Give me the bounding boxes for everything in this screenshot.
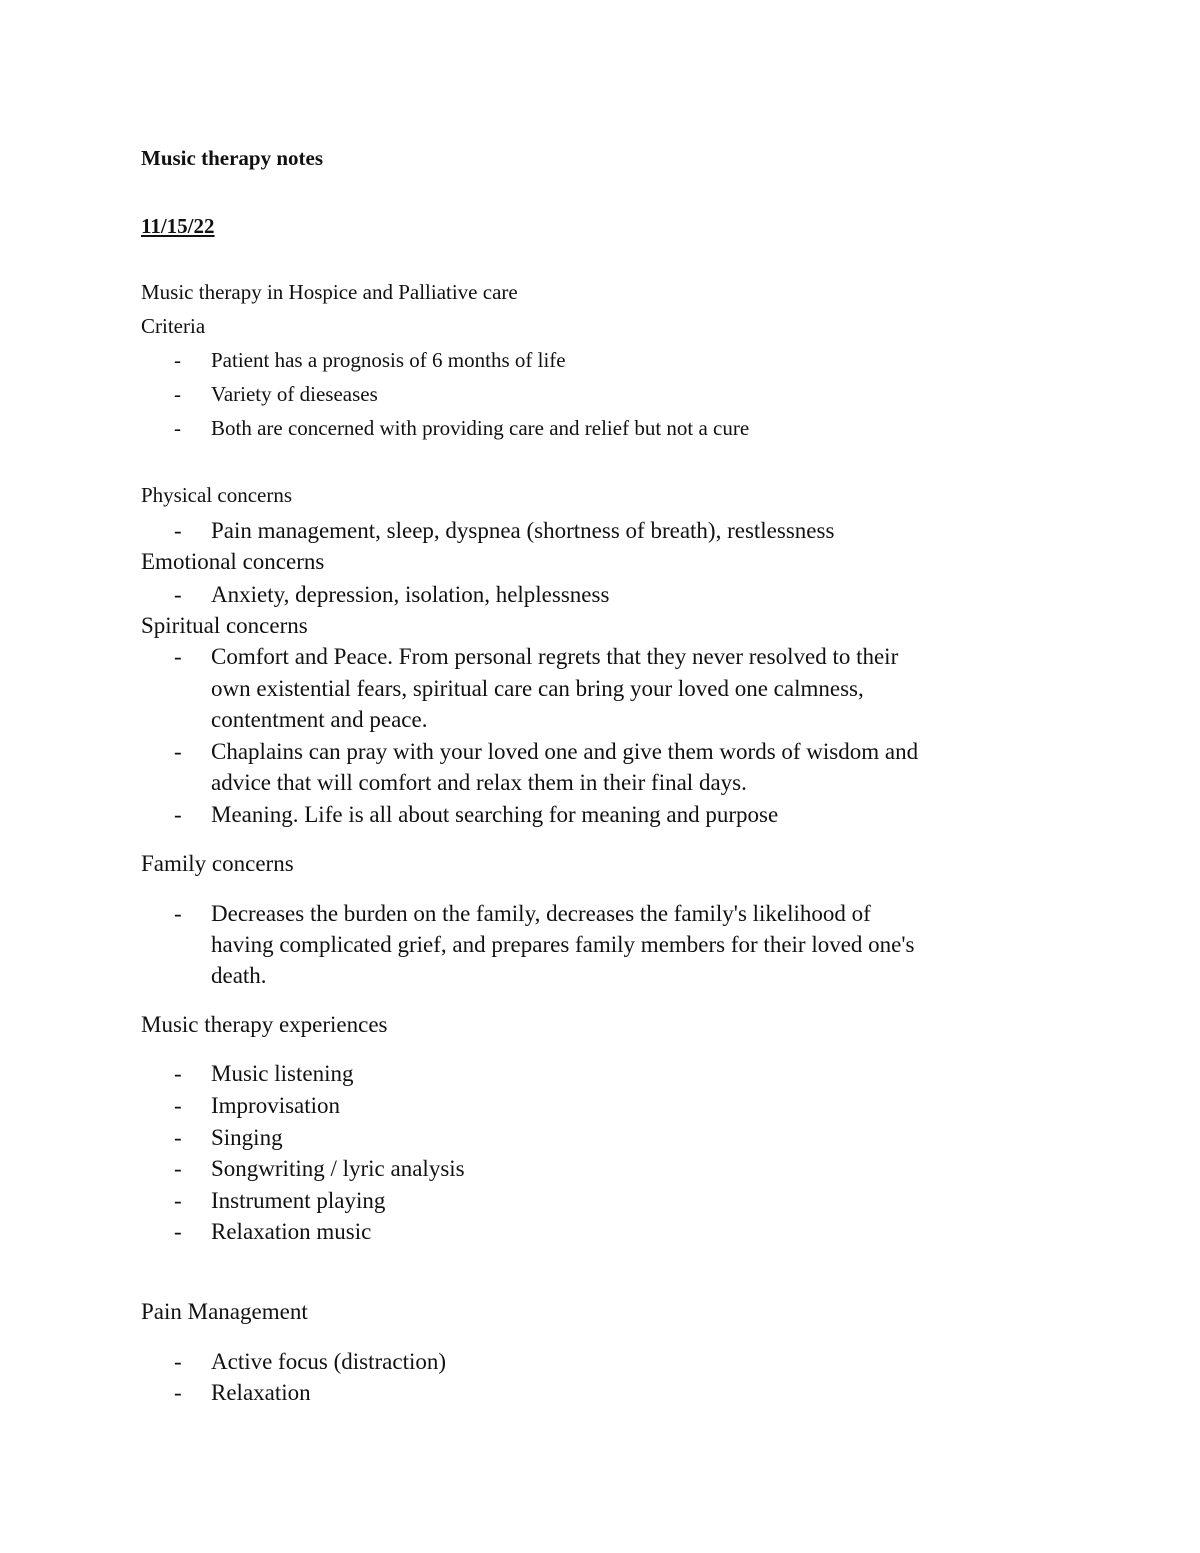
bullet-dash: - — [174, 1219, 182, 1244]
list-item: Relaxation — [211, 1380, 311, 1405]
list-item-line: Decreases the burden on the family, decreases the family's likelihood of — [211, 901, 871, 926]
list-item: Anxiety, depression, isolation, helplessness — [211, 582, 610, 607]
section-heading-physical: Physical concerns — [141, 483, 293, 507]
list-item-line: Comfort and Peace. From personal regrets that they never resolved to their — [211, 644, 899, 669]
page-title: Music therapy notes — [141, 146, 323, 170]
list-item: Pain management, sleep, dyspnea (shortness of breath), restlessness — [211, 518, 835, 543]
section-heading-family: Family concerns — [141, 851, 294, 876]
section-heading-experiences: Music therapy experiences — [141, 1012, 388, 1037]
bullet-dash: - — [174, 1349, 182, 1374]
list-item: Singing — [211, 1125, 283, 1150]
list-item: Patient has a prognosis of 6 months of life — [211, 348, 566, 372]
bullet-dash: - — [174, 1188, 182, 1213]
bullet-dash: - — [174, 901, 182, 926]
list-item: Both are concerned with providing care and relief but not a cure — [211, 416, 750, 440]
list-item: Improvisation — [211, 1093, 341, 1118]
list-item-line: Meaning. Life is all about searching for meaning and purpose — [211, 802, 779, 827]
list-item-line: death. — [211, 963, 267, 988]
bullet-dash: - — [174, 1380, 182, 1405]
bullet-dash: - — [174, 1125, 182, 1150]
bullet-dash: - — [174, 802, 182, 827]
section-heading-hospice: Music therapy in Hospice and Palliative care — [141, 280, 518, 304]
bullet-dash: - — [174, 382, 181, 406]
bullet-dash: - — [174, 348, 181, 372]
list-item: Instrument playing — [211, 1188, 386, 1213]
list-item: Variety of dieseases — [211, 382, 378, 406]
list-item-line: own existential fears, spiritual care can bring your loved one calmness, — [211, 676, 864, 701]
list-item-line: advice that will comfort and relax them in their final days. — [211, 770, 747, 795]
bullet-dash: - — [174, 1093, 182, 1118]
list-item-line: contentment and peace. — [211, 707, 428, 732]
list-item: Relaxation music — [211, 1219, 372, 1244]
section-heading-pain: Pain Management — [141, 1299, 308, 1324]
list-item: Songwriting / lyric analysis — [211, 1156, 465, 1181]
list-item: Music listening — [211, 1061, 354, 1086]
bullet-dash: - — [174, 582, 182, 607]
list-item-line: Chaplains can pray with your loved one and give them words of wisdom and — [211, 739, 919, 764]
bullet-dash: - — [174, 644, 182, 669]
date-heading: 11/15/22 — [141, 214, 215, 238]
list-item-line: having complicated grief, and prepares family members for their loved one's — [211, 932, 915, 957]
bullet-dash: - — [174, 416, 181, 440]
bullet-dash: - — [174, 1156, 182, 1181]
bullet-dash: - — [174, 1061, 182, 1086]
bullet-dash: - — [174, 518, 182, 543]
bullet-dash: - — [174, 739, 182, 764]
section-heading-emotional: Emotional concerns — [141, 549, 325, 574]
list-item: Active focus (distraction) — [211, 1349, 447, 1374]
section-subheading-criteria: Criteria — [141, 314, 206, 338]
section-heading-spiritual: Spiritual concerns — [141, 613, 308, 638]
